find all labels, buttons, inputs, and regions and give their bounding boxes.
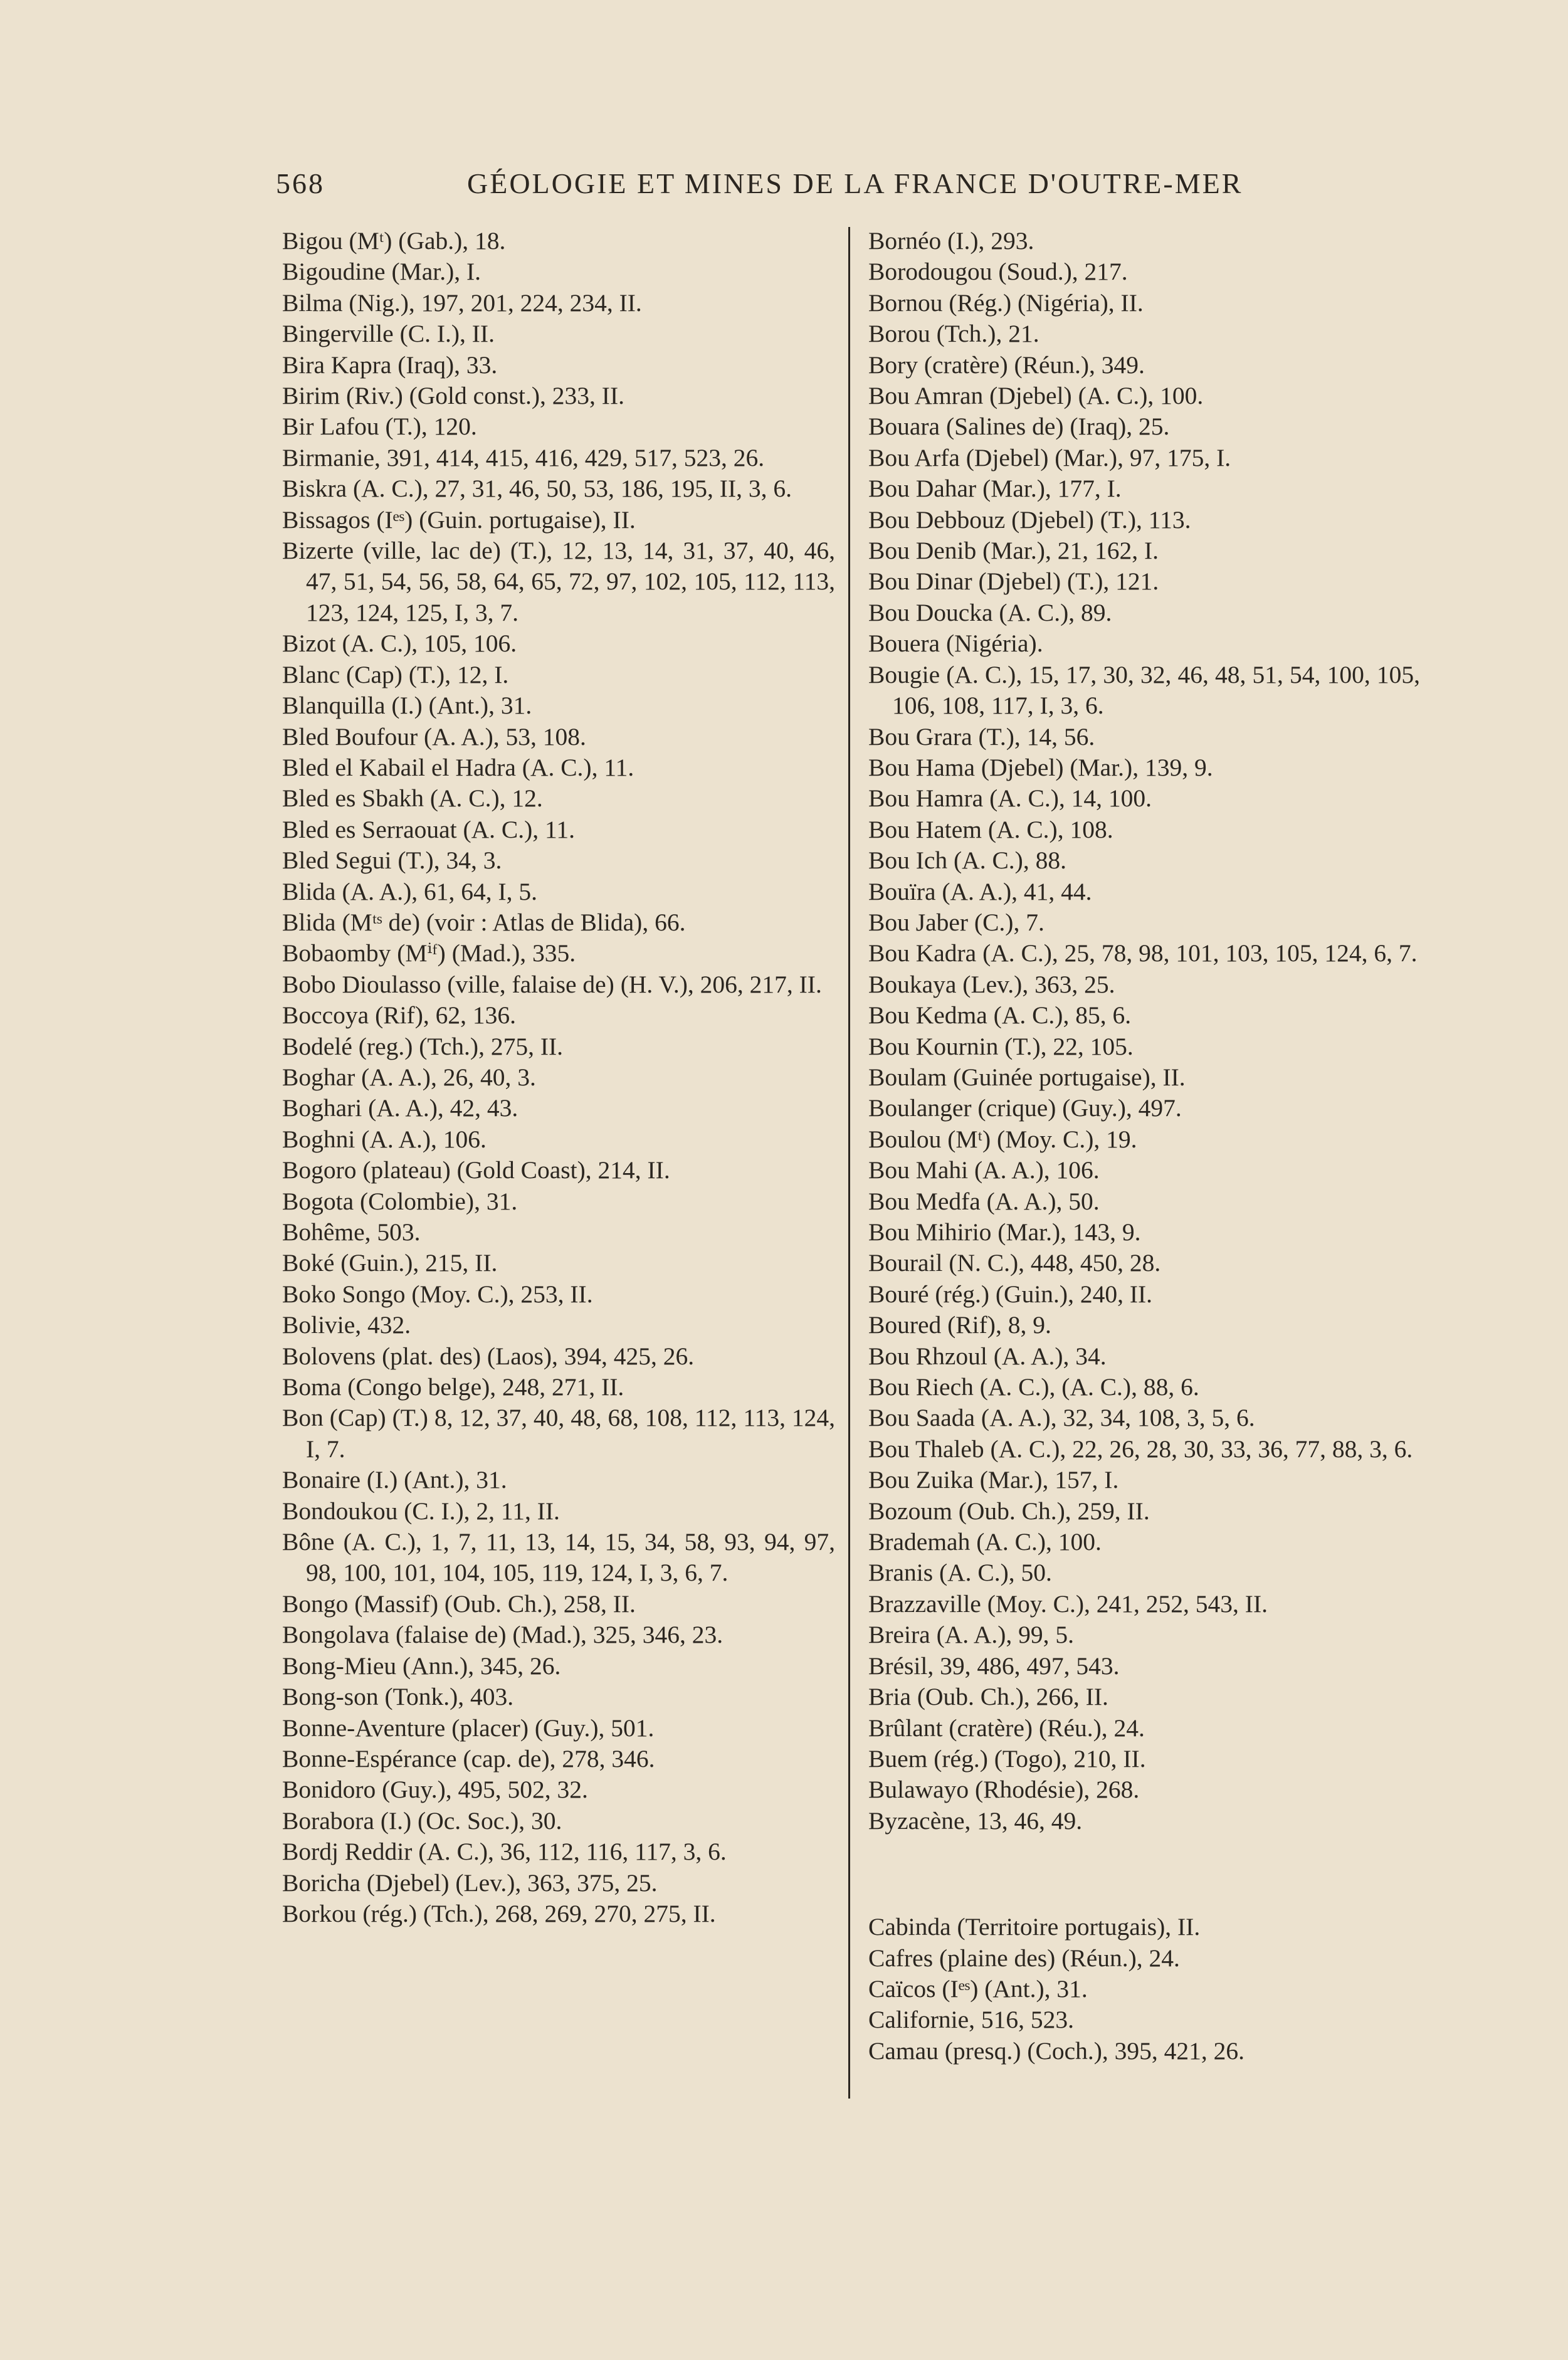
index-entry: Boulou (Mᵗ) (Moy. C.), 19. — [868, 1125, 1137, 1153]
page-header — [276, 162, 1243, 206]
index-entry: Blida (A. A.), 61, 64, I, 5. — [282, 877, 538, 905]
index-entry: Bonaire (I.) (Ant.), 31. — [282, 1466, 507, 1494]
index-entry: Bône (A. C.), 1, 7, 11, 13, 14, 15, 34, 58, 93, 94, 97, 98, 100, 101, 104, 105, 119, 124, I, 3, 6, 7. — [282, 1528, 835, 1587]
index-entry: Bou Thaleb (A. C.), 22, 26, 28, 30, 33, 36, 77, 88, 3, 6. — [868, 1435, 1413, 1463]
index-entry: Bou Mihirio (Mar.), 143, 9. — [868, 1218, 1141, 1246]
index-entry: Bougie (A. C.), 15, 17, 30, 32, 46, 48, 51, 54, 100, 105, 106, 108, 117, I, 3, 6. — [868, 660, 1420, 720]
index-entry: Bornou (Rég.) (Nigéria), II. — [868, 288, 1144, 317]
index-entry: Boké (Guin.), 215, II. — [282, 1249, 498, 1277]
index-entry: Bou Dahar (Mar.), 177, I. — [868, 475, 1122, 503]
index-entry: Boured (Rif), 8, 9. — [868, 1311, 1051, 1339]
index-entry: Blanc (Cap) (T.), 12, I. — [282, 660, 509, 688]
running-title: GÉOLOGIE ET MINES DE LA FRANCE D'OUTRE-MER — [467, 167, 1243, 199]
index-entry: Byzacène, 13, 46, 49. — [868, 1806, 1083, 1835]
index-entry: Cabinda (Territoire portugais), II. — [868, 1913, 1201, 1941]
index-entry: Brademah (A. C.), 100. — [868, 1528, 1102, 1556]
index-entry: Boccoya (Rif), 62, 136. — [282, 1001, 516, 1030]
index-entry: Camau (presq.) (Coch.), 395, 421, 26. — [868, 2036, 1245, 2065]
index-entry: Bobaomby (Mⁱᶠ) (Mad.), 335. — [282, 939, 576, 967]
column-divider — [848, 227, 850, 2099]
page-number: 568 — [276, 167, 325, 199]
index-column-right — [868, 226, 1420, 2067]
index-entry: Bou Debbouz (Djebel) (T.), 113. — [868, 505, 1191, 534]
index-entry: Bouara (Salines de) (Iraq), 25. — [868, 413, 1170, 441]
index-entry: Bir Lafou (T.), 120. — [282, 413, 477, 441]
index-entry: Bria (Oub. Ch.), 266, II. — [868, 1683, 1108, 1711]
index-entry: Bordj Reddir (A. C.), 36, 112, 116, 117, 3, 6. — [282, 1838, 727, 1866]
index-entry: Bou Ich (A. C.), 88. — [868, 846, 1066, 875]
index-entry: Bou Saada (A. A.), 32, 34, 108, 3, 5, 6. — [868, 1404, 1255, 1432]
index-entry: Bulawayo (Rhodésie), 268. — [868, 1776, 1140, 1804]
index-section-b — [868, 226, 1420, 1836]
index-entry: Bou Zuika (Mar.), 157, I. — [868, 1466, 1119, 1494]
index-entry: Bong-Mieu (Ann.), 345, 26. — [282, 1651, 561, 1680]
index-entry: Bogota (Colombie), 31. — [282, 1187, 518, 1215]
index-entry: Brésil, 39, 486, 497, 543. — [868, 1651, 1120, 1680]
index-entry: Bolovens (plat. des) (Laos), 394, 425, 26. — [282, 1342, 695, 1370]
index-entry: Bled Boufour (A. A.), 53, 108. — [282, 722, 586, 751]
index-entry: Bou Kadra (A. C.), 25, 78, 98, 101, 103, 105, 124, 6, 7. — [868, 939, 1418, 967]
index-entry: Bornéo (I.), 293. — [868, 227, 1034, 255]
index-entry: Bou Dinar (Djebel) (T.), 121. — [868, 567, 1159, 596]
index-entry: Bon (Cap) (T.) 8, 12, 37, 40, 48, 68, 108, 112, 113, 124, I, 7. — [282, 1404, 835, 1463]
index-entry: Bizerte (ville, lac de) (T.), 12, 13, 14, 31, 37, 40, 46, 47, 51, 54, 56, 58, 64, 65, 72, 97, 102, 105, 112, 113, 123, 124, 125, I, 3, 7. — [282, 537, 835, 626]
index-entry: Borou (Tch.), 21. — [868, 320, 1039, 348]
index-entry: Bong-son (Tonk.), 403. — [282, 1683, 514, 1711]
index-entry: Borabora (I.) (Oc. Soc.), 30. — [282, 1806, 562, 1835]
index-entry: Bohême, 503. — [282, 1218, 421, 1246]
index-entry: Bou Hatem (A. C.), 108. — [868, 815, 1113, 843]
index-entry: Boghni (A. A.), 106. — [282, 1125, 487, 1153]
index-entry: Boukaya (Lev.), 363, 25. — [868, 970, 1115, 998]
index-entry: Bled es Sbakh (A. C.), 12. — [282, 784, 543, 813]
index-entry: Bou Kedma (A. C.), 85, 6. — [868, 1001, 1132, 1030]
index-entry: Bou Jaber (C.), 7. — [868, 908, 1044, 936]
index-entry: Bongolava (falaise de) (Mad.), 325, 346, 23. — [282, 1621, 723, 1649]
index-entry: Bou Riech (A. C.), (A. C.), 88, 6. — [868, 1373, 1199, 1401]
index-entry: Bou Medfa (A. A.), 50. — [868, 1187, 1100, 1215]
index-entry: Californie, 516, 523. — [868, 2006, 1075, 2034]
index-entry: Blanquilla (I.) (Ant.), 31. — [282, 692, 532, 720]
index-entry: Biskra (A. C.), 27, 31, 46, 50, 53, 186, 195, II, 3, 6. — [282, 475, 792, 503]
index-entry: Bissagos (Iᵉˢ) (Guin. portugaise), II. — [282, 505, 636, 534]
index-entry: Bondoukou (C. I.), 2, 11, II. — [282, 1497, 560, 1525]
index-entry: Birim (Riv.) (Gold const.), 233, II. — [282, 382, 624, 410]
index-column-left — [282, 226, 835, 1929]
index-entry: Bou Kournin (T.), 22, 105. — [868, 1032, 1134, 1060]
index-entry: Bonne-Aventure (placer) (Guy.), 501. — [282, 1714, 655, 1742]
index-entry: Bouera (Nigéria). — [868, 630, 1043, 658]
index-entry: Bonidoro (Guy.), 495, 502, 32. — [282, 1776, 588, 1804]
index-entry: Bory (cratère) (Réun.), 349. — [868, 350, 1145, 379]
index-entry: Bou Grara (T.), 14, 56. — [868, 722, 1095, 751]
index-entry: Boghari (A. A.), 42, 43. — [282, 1094, 518, 1122]
index-entry: Bou Amran (Djebel) (A. C.), 100. — [868, 382, 1204, 410]
index-section-c — [868, 1912, 1420, 2067]
index-entry: Boricha (Djebel) (Lev.), 363, 375, 25. — [282, 1868, 658, 1897]
index-entry: Birmanie, 391, 414, 415, 416, 429, 517, 523, 26. — [282, 443, 765, 471]
index-entry: Bourail (N. C.), 448, 450, 28. — [868, 1249, 1161, 1277]
index-entry: Bizot (A. C.), 105, 106. — [282, 630, 517, 658]
index-entry: Caïcos (Iᵉˢ) (Ant.), 31. — [868, 1974, 1088, 2003]
index-entry: Breira (A. A.), 99, 5. — [868, 1621, 1074, 1649]
index-entry: Branis (A. C.), 50. — [868, 1559, 1052, 1587]
index-entry: Boma (Congo belge), 248, 271, II. — [282, 1373, 624, 1401]
index-entry: Cafres (plaine des) (Réun.), 24. — [868, 1944, 1180, 1972]
index-entry: Brûlant (cratère) (Réu.), 24. — [868, 1714, 1145, 1742]
index-entry: Bozoum (Oub. Ch.), 259, II. — [868, 1497, 1150, 1525]
index-entry: Brazzaville (Moy. C.), 241, 252, 543, II. — [868, 1589, 1268, 1618]
index-entry: Bou Mahi (A. A.), 106. — [868, 1156, 1100, 1184]
index-entry: Boulam (Guinée portugaise), II. — [868, 1063, 1186, 1091]
index-entry: Bingerville (C. I.), II. — [282, 320, 495, 348]
index-entry: Boulanger (crique) (Guy.), 497. — [868, 1094, 1182, 1122]
index-entry: Bou Doucka (A. C.), 89. — [868, 598, 1112, 626]
index-entry: Bled el Kabail el Hadra (A. C.), 11. — [282, 753, 634, 781]
index-entry: Buem (rég.) (Togo), 210, II. — [868, 1744, 1146, 1773]
index-entry: Bira Kapra (Iraq), 33. — [282, 350, 498, 379]
index-entry: Boko Songo (Moy. C.), 253, II. — [282, 1280, 593, 1308]
index-entry: Bobo Dioulasso (ville, falaise de) (H. V.), 206, 217, II. — [282, 970, 822, 998]
index-entry: Borodougou (Soud.), 217. — [868, 258, 1128, 286]
index-entry: Bonne-Espérance (cap. de), 278, 346. — [282, 1744, 655, 1773]
index-entry: Bou Arfa (Djebel) (Mar.), 97, 175, I. — [868, 443, 1231, 471]
index-entry: Bou Hama (Djebel) (Mar.), 139, 9. — [868, 753, 1213, 781]
index-entry: Bouïra (A. A.), 41, 44. — [868, 877, 1092, 905]
index-entry: Boghar (A. A.), 26, 40, 3. — [282, 1063, 536, 1091]
index-entry: Bolivie, 432. — [282, 1311, 411, 1339]
index-entry: Bou Hamra (A. C.), 14, 100. — [868, 784, 1152, 813]
index-entry: Bigoudine (Mar.), I. — [282, 258, 481, 286]
index-entry: Borkou (rég.) (Tch.), 268, 269, 270, 275, II. — [282, 1899, 716, 1927]
index-entry: Bou Denib (Mar.), 21, 162, I. — [868, 537, 1159, 565]
index-entry: Bouré (rég.) (Guin.), 240, II. — [868, 1280, 1153, 1308]
index-entry: Blida (Mᵗˢ de) (voir : Atlas de Blida), 66. — [282, 908, 686, 936]
index-entry: Bilma (Nig.), 197, 201, 224, 234, II. — [282, 288, 642, 317]
index-entry: Bou Rhzoul (A. A.), 34. — [868, 1342, 1107, 1370]
index-entry: Bled es Serraouat (A. C.), 11. — [282, 815, 575, 843]
index-entry: Bongo (Massif) (Oub. Ch.), 258, II. — [282, 1589, 636, 1618]
section-gap — [868, 1836, 1420, 1912]
index-entry: Bled Segui (T.), 34, 3. — [282, 846, 502, 875]
index-entry: Bogoro (plateau) (Gold Coast), 214, II. — [282, 1156, 670, 1184]
index-entry: Bodelé (reg.) (Tch.), 275, II. — [282, 1032, 564, 1060]
index-entry: Bigou (Mᵗ) (Gab.), 18. — [282, 227, 506, 255]
